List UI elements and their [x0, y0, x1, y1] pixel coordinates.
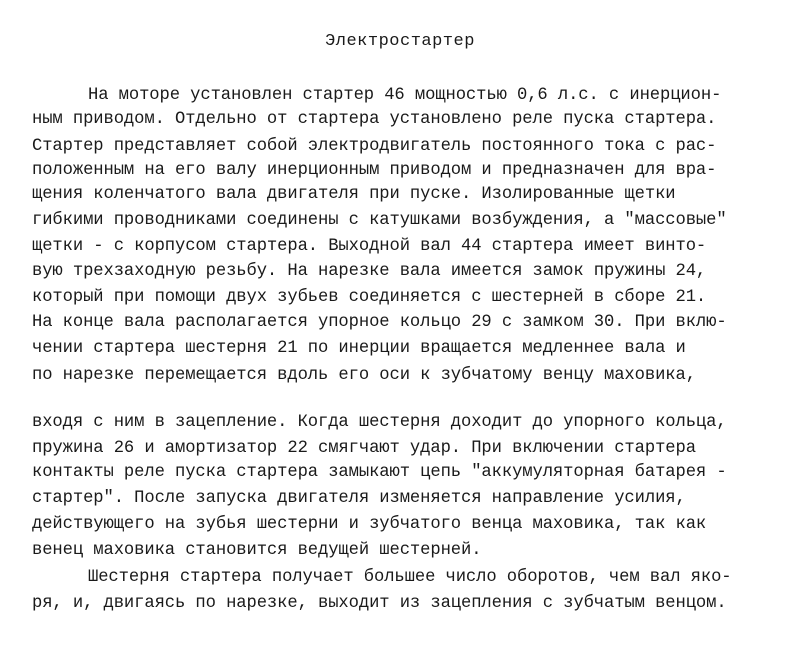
text-line: щетки - с корпусом стартера. Выходной вал 44 стартера имеет винто- — [32, 237, 707, 256]
text-line: На конце вала располагается упорное кольцо 29 с замком 30. При вклю- — [32, 313, 727, 332]
document-title: Электростартер — [325, 32, 475, 51]
text-line: который при помощи двух зубьев соединяется с шестерней в сборе 21. — [32, 288, 707, 307]
text-line: ным приводом. Отдельно от стартера установлено реле пуска стартера. — [32, 110, 717, 129]
text-line: гибкими проводниками соединены с катушками возбуждения, а "массовые" — [32, 211, 727, 230]
text-line: щения коленчатого вала двигателя при пуске. Изолированные щетки — [32, 185, 676, 204]
text-line: положенным на его валу инерционным приводом и предназначен для вра- — [32, 161, 717, 180]
text-line: Шестерня стартера получает большее число оборотов, чем вал яко- — [88, 568, 732, 587]
text-line: контакты реле пуска стартера замыкают цепь "аккумуляторная батарея - — [32, 463, 727, 482]
text-line: ря, и, двигаясь по нарезке, выходит из зацепления с зубчатым венцом. — [32, 594, 727, 613]
text-line: На моторе установлен стартер 46 мощностью 0,6 л.с. с инерцион- — [88, 86, 722, 105]
text-line: по нарезке перемещается вдоль его оси к зубчатому венцу маховика, — [32, 366, 696, 385]
text-line: входя с ним в зацепление. Когда шестерня доходит до упорного кольца, — [32, 413, 727, 432]
text-line: Стартер представляет собой электродвигатель постоянного тока с рас- — [32, 137, 717, 156]
text-line: действующего на зубья шестерни и зубчатого венца маховика, так как — [32, 515, 707, 534]
text-line: венец маховика становится ведущей шестерней. — [32, 541, 482, 560]
text-line: чении стартера шестерня 21 по инерции вращается медленнее вала и — [32, 339, 686, 358]
text-line: вую трехзаходную резьбу. На нарезке вала имеется замок пружины 24, — [32, 262, 707, 281]
text-line: пружина 26 и амортизатор 22 смягчают удар. При включении стартера — [32, 439, 696, 458]
text-line: стартер". После запуска двигателя изменяется направление усилия, — [32, 489, 686, 508]
